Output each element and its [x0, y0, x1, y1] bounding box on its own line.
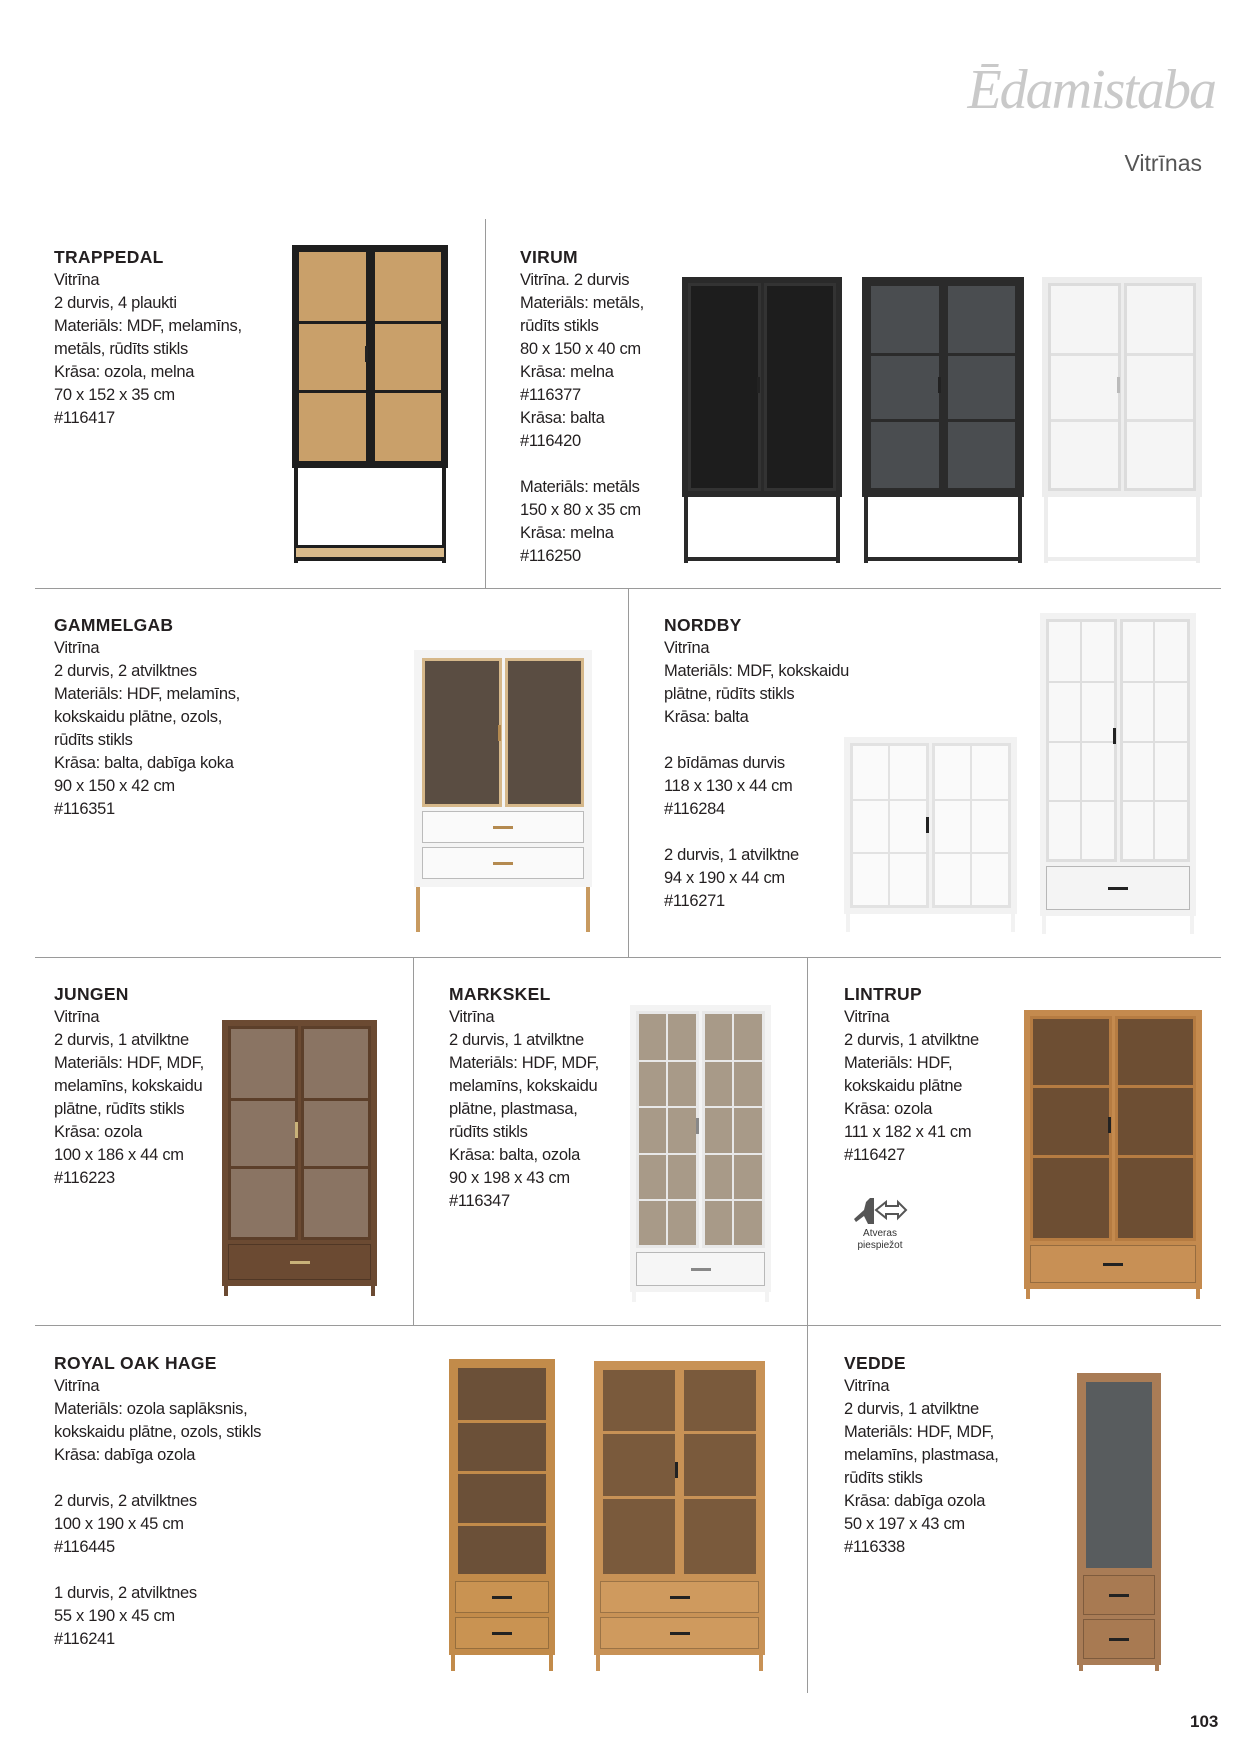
glazing-bar	[666, 1014, 668, 1245]
product-detail: 90 x 198 x 43 cm	[449, 1169, 570, 1187]
divider	[35, 957, 1221, 958]
section-title: Ēdamistaba	[967, 59, 1215, 121]
leg	[371, 1286, 375, 1296]
product-jungen	[54, 983, 204, 1190]
leg	[632, 1292, 636, 1302]
product-detail: #116427	[844, 1146, 905, 1164]
feature-label-line: Atveras	[863, 1228, 897, 1239]
cabinet-shelf	[231, 1166, 295, 1169]
drawer-handle	[691, 1268, 711, 1271]
trappedal-image	[292, 245, 448, 563]
leg-stretcher	[684, 557, 840, 561]
product-detail: rūdīts stikls	[54, 731, 133, 749]
royal-oak-hage-wide-image	[594, 1361, 765, 1671]
handle	[696, 1118, 699, 1134]
drawer-handle	[1103, 1263, 1123, 1266]
product-detail: Vitrīna	[664, 639, 710, 657]
product-detail: Materiāls: MDF, melamīns,	[54, 317, 242, 335]
product-detail: Krāsa: balta	[520, 409, 605, 427]
product-detail: Krāsa: melna	[520, 524, 614, 542]
leg	[1190, 916, 1194, 934]
handle	[938, 377, 941, 393]
cabinet-door	[1124, 283, 1197, 491]
cabinet-shelf	[304, 1166, 368, 1169]
product-detail: #116417	[54, 409, 115, 427]
product-detail: #116241	[54, 1630, 115, 1648]
product-detail: Vitrīna	[844, 1377, 890, 1395]
product-detail: 111 x 182 x 41 cm	[844, 1123, 972, 1141]
cabinet-shelf	[684, 1496, 756, 1499]
product-detail: kokskaidu plātne, ozols,	[54, 708, 222, 726]
product-detail: #116347	[449, 1192, 510, 1210]
virum-black-image	[682, 277, 842, 563]
product-markskel	[449, 983, 599, 1213]
leg	[759, 1655, 763, 1671]
cabinet-shelf	[1033, 1155, 1109, 1158]
glazing-bar	[1153, 622, 1155, 859]
product-detail: Vitrīna	[54, 271, 100, 289]
product-detail: #116223	[54, 1169, 115, 1187]
glazing-bar	[970, 746, 972, 905]
handle	[1108, 1117, 1111, 1133]
leg	[416, 887, 420, 932]
divider	[35, 1325, 1221, 1326]
product-detail: Vitrīna	[54, 1008, 100, 1026]
product-name: MARKSKEL	[449, 984, 551, 1004]
handle	[675, 1462, 678, 1478]
virum-white-image	[1042, 277, 1202, 563]
product-nordby	[664, 614, 849, 913]
leg	[596, 1655, 600, 1671]
product-detail: rūdīts stikls	[520, 317, 599, 335]
product-detail: 2 durvis, 2 atvilktnes	[54, 662, 197, 680]
product-detail: Materiāls: HDF, melamīns,	[54, 685, 240, 703]
cabinet-shelf	[458, 1420, 546, 1423]
product-detail: Materiāls: HDF, MDF,	[54, 1054, 204, 1072]
drawer-handle	[492, 1632, 512, 1635]
vedde-image	[1077, 1373, 1161, 1671]
product-detail: Krāsa: dabīga ozola	[844, 1492, 986, 1510]
cabinet-shelf	[1051, 419, 1118, 422]
product-detail: 2 durvis, 1 atvilktne	[449, 1031, 584, 1049]
divider	[485, 219, 486, 588]
leg	[836, 497, 840, 563]
leg	[451, 1655, 455, 1671]
cabinet-shelf	[375, 390, 442, 393]
product-detail: Materiāls: HDF,	[844, 1054, 953, 1072]
product-detail: plātne, plastmasa,	[449, 1100, 578, 1118]
drawer-handle	[1109, 1594, 1129, 1597]
product-detail: 2 durvis, 1 atvilktne	[54, 1031, 189, 1049]
cabinet-shelf	[231, 1098, 295, 1101]
drawer-handle	[670, 1596, 690, 1599]
cabinet-door	[850, 743, 929, 908]
cabinet-shelf	[458, 1523, 546, 1526]
section-subtitle: Vitrīnas	[1124, 150, 1202, 176]
product-detail: Krāsa: ozola, melna	[54, 363, 195, 381]
product-detail: Materiāls: HDF, MDF,	[449, 1054, 599, 1072]
cabinet-door	[455, 1365, 549, 1577]
cabinet-door	[764, 283, 837, 491]
cabinet-shelf	[1127, 353, 1194, 356]
cabinet-shelf	[871, 419, 939, 422]
product-detail: melamīns, kokskaidu	[449, 1077, 598, 1095]
product-detail: Vitrīna. 2 durvis	[520, 271, 630, 289]
divider	[807, 1325, 808, 1693]
virum-glass-black-image	[862, 277, 1024, 563]
cabinet-door	[505, 658, 585, 807]
page-number: 103	[1190, 1712, 1219, 1731]
product-detail: Krāsa: ozola	[54, 1123, 143, 1141]
leg-stretcher	[1044, 557, 1200, 561]
product-detail: Materiāls: ozola saplāksnis,	[54, 1400, 248, 1418]
product-virum	[520, 246, 644, 568]
handle	[295, 1122, 298, 1138]
cabinet-shelf	[871, 353, 939, 356]
product-detail: 150 x 80 x 35 cm	[520, 501, 641, 519]
cabinet-shelf	[684, 1431, 756, 1434]
product-detail: Vitrīna	[54, 639, 100, 657]
cabinet-door	[301, 1026, 371, 1240]
cabinet-door	[372, 249, 445, 464]
cabinet-shelf	[1118, 1085, 1194, 1088]
cabinet-shelf	[1033, 1085, 1109, 1088]
product-detail: #116420	[520, 432, 581, 450]
leg-stretcher	[294, 557, 446, 561]
product-detail: metāls, rūdīts stikls	[54, 340, 188, 358]
drawer-handle	[670, 1632, 690, 1635]
product-name: VIRUM	[520, 247, 578, 267]
product-detail: #116351	[54, 800, 115, 818]
product-detail: 80 x 150 x 40 cm	[520, 340, 641, 358]
leg	[864, 497, 868, 563]
product-name: LINTRUP	[844, 984, 922, 1004]
cabinet-shelf	[603, 1431, 675, 1434]
drawer-handle	[1108, 887, 1128, 890]
cabinet-door	[1120, 619, 1191, 862]
cabinet-door	[702, 1011, 765, 1248]
cabinet-door	[945, 283, 1019, 491]
product-name: JUNGEN	[54, 984, 129, 1004]
product-detail: 100 x 190 x 45 cm	[54, 1515, 184, 1533]
cabinet-door	[1115, 1016, 1197, 1241]
product-detail: #116250	[520, 547, 581, 565]
product-detail: 2 durvis, 4 plaukti	[54, 294, 177, 312]
leg	[1196, 1289, 1200, 1299]
product-detail: Krāsa: balta	[664, 708, 749, 726]
push-to-open-icon	[852, 1194, 908, 1228]
product-detail: Vitrīna	[844, 1008, 890, 1026]
cabinet-shelf	[603, 1496, 675, 1499]
royal-oak-hage-narrow-image	[449, 1359, 555, 1671]
cabinet-door	[636, 1011, 699, 1248]
product-detail: melamīns, plastmasa,	[844, 1446, 999, 1464]
product-royal-oak-hage	[54, 1352, 261, 1651]
leg	[1079, 1665, 1083, 1671]
product-name: GAMMELGAB	[54, 615, 174, 635]
leg	[765, 1292, 769, 1302]
glazing-bar	[732, 1014, 734, 1245]
gammelgab-image	[414, 650, 592, 932]
cabinet-door	[1030, 1016, 1112, 1241]
product-detail: rūdīts stikls	[449, 1123, 528, 1141]
handle	[757, 377, 760, 393]
product-detail: #116271	[664, 892, 725, 910]
product-detail: 55 x 190 x 45 cm	[54, 1607, 175, 1625]
product-detail: Krāsa: ozola	[844, 1100, 933, 1118]
lintrup-image	[1024, 1010, 1202, 1299]
product-detail: Materiāls: HDF, MDF,	[844, 1423, 994, 1441]
product-detail: #116445	[54, 1538, 115, 1556]
cabinet-door	[688, 283, 761, 491]
cabinet-door	[1046, 619, 1117, 862]
drawer-handle	[1109, 1638, 1129, 1641]
product-detail: Materiāls: metāls	[520, 478, 640, 496]
product-detail: 94 x 190 x 44 cm	[664, 869, 785, 887]
product-detail: 2 durvis, 1 atvilktne	[664, 846, 799, 864]
product-gammelgab	[54, 614, 240, 821]
product-detail: #116284	[664, 800, 725, 818]
product-detail: 2 durvis, 2 atvilktnes	[54, 1492, 197, 1510]
cabinet-shelf	[1127, 419, 1194, 422]
glazing-bar	[1080, 622, 1082, 859]
leg	[1026, 1289, 1030, 1299]
leg	[549, 1655, 553, 1671]
glazing-bar	[888, 746, 890, 905]
product-detail: Krāsa: melna	[520, 363, 614, 381]
leg	[684, 497, 688, 563]
divider	[807, 957, 808, 1325]
product-detail: Vitrīna	[449, 1008, 495, 1026]
product-detail: rūdīts stikls	[844, 1469, 923, 1487]
cabinet-shelf	[304, 1098, 368, 1101]
push-to-open-label	[840, 1228, 920, 1252]
product-detail: plātne, rūdīts stikls	[664, 685, 795, 703]
product-detail: 2 durvis, 1 atvilktne	[844, 1031, 979, 1049]
product-detail: melamīns, kokskaidu	[54, 1077, 203, 1095]
product-detail: 70 x 152 x 35 cm	[54, 386, 175, 404]
drawer-handle	[290, 1261, 310, 1264]
product-name: VEDDE	[844, 1353, 906, 1373]
feature-label-line: piespiežot	[857, 1240, 903, 1251]
product-detail: Materiāls: MDF, kokskaidu	[664, 662, 850, 680]
leg	[1042, 916, 1046, 934]
product-detail: Krāsa: balta, ozola	[449, 1146, 580, 1164]
cabinet-shelf	[458, 1471, 546, 1474]
product-detail: #116377	[520, 386, 581, 404]
product-name: ROYAL OAK HAGE	[54, 1353, 217, 1373]
product-detail: kokskaidu plātne	[844, 1077, 963, 1095]
leg	[1155, 1665, 1159, 1671]
product-detail: 2 bīdāmas durvis	[664, 754, 785, 772]
leg	[586, 887, 590, 932]
product-detail: Vitrīna	[54, 1377, 100, 1395]
cabinet-shelf	[1118, 1155, 1194, 1158]
product-vedde	[844, 1352, 998, 1559]
leg	[1044, 497, 1048, 563]
product-detail: #116338	[844, 1538, 905, 1556]
product-detail: Materiāls: metāls,	[520, 294, 644, 312]
markskel-image	[630, 1005, 771, 1302]
product-detail: 118 x 130 x 44 cm	[664, 777, 793, 795]
product-name: TRAPPEDAL	[54, 247, 164, 267]
handle	[1117, 377, 1120, 393]
nordby-small-image	[844, 737, 1017, 932]
leg	[846, 914, 850, 932]
drawer-handle	[492, 1596, 512, 1599]
leg	[1196, 497, 1200, 563]
cabinet-door	[600, 1367, 678, 1577]
product-detail: 90 x 150 x 42 cm	[54, 777, 175, 795]
product-trappedal	[54, 246, 242, 430]
product-detail: Krāsa: balta, dabīga koka	[54, 754, 234, 772]
cabinet-door	[1048, 283, 1121, 491]
product-detail: Krāsa: dabīga ozola	[54, 1446, 196, 1464]
cabinet-door	[422, 658, 502, 807]
cabinet-door	[296, 249, 369, 464]
handle	[365, 346, 368, 362]
product-detail: plātne, rūdīts stikls	[54, 1100, 185, 1118]
cabinet-door	[228, 1026, 298, 1240]
cabinet-shelf	[375, 321, 442, 324]
cabinet-door	[932, 743, 1011, 908]
cabinet-door	[1083, 1379, 1155, 1571]
leg-stretcher	[864, 557, 1022, 561]
handle	[926, 817, 929, 833]
jungen-image	[222, 1020, 377, 1296]
handle	[498, 725, 501, 741]
leg	[224, 1286, 228, 1296]
divider	[628, 588, 629, 957]
cabinet-door	[868, 283, 942, 491]
product-detail: kokskaidu plātne, ozols, stikls	[54, 1423, 262, 1441]
cabinet-shelf	[948, 419, 1016, 422]
cabinet-door	[681, 1367, 759, 1577]
cabinet-shelf	[299, 321, 366, 324]
divider	[413, 957, 414, 1325]
leg	[1011, 914, 1015, 932]
product-detail: 2 durvis, 1 atvilktne	[844, 1400, 979, 1418]
product-name: NORDBY	[664, 615, 742, 635]
nordby-tall-image	[1040, 613, 1196, 934]
cabinet-shelf	[948, 353, 1016, 356]
bottom-shelf	[296, 545, 444, 557]
product-detail: 50 x 197 x 43 cm	[844, 1515, 965, 1533]
leg	[1018, 497, 1022, 563]
product-detail: 1 durvis, 2 atvilktnes	[54, 1584, 197, 1602]
product-detail: 100 x 186 x 44 cm	[54, 1146, 184, 1164]
drawer-handle	[493, 862, 513, 865]
product-lintrup	[844, 983, 979, 1167]
handle	[1113, 728, 1116, 744]
cabinet-shelf	[299, 390, 366, 393]
cabinet-shelf	[1051, 353, 1118, 356]
drawer-handle	[493, 826, 513, 829]
